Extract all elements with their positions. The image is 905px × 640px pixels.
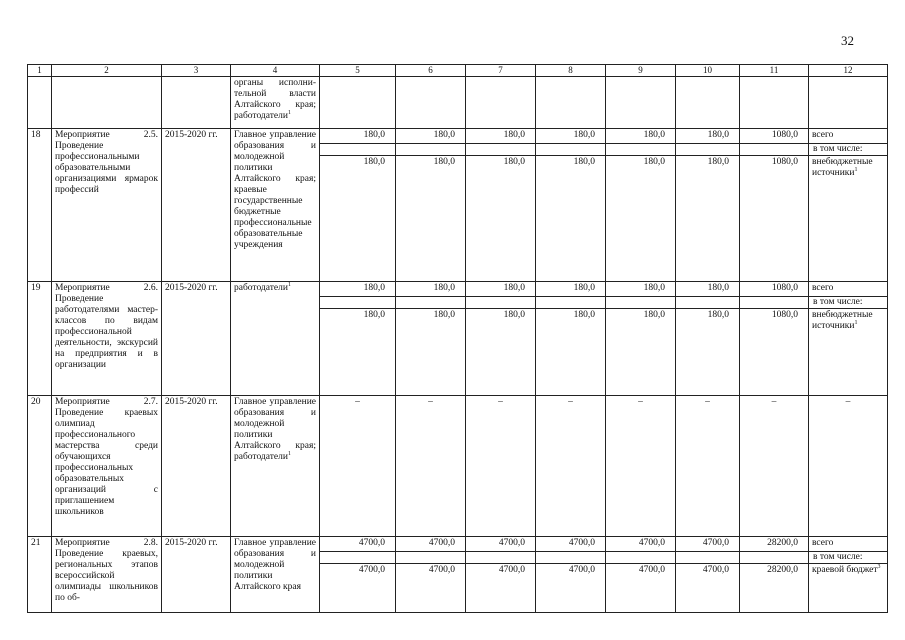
year-2015-cell: 180,0 180,0 [320, 129, 396, 282]
year-2016-cell: 180,0 180,0 [396, 282, 466, 396]
row-number: 20 [28, 396, 52, 537]
header-cell: 9 [606, 65, 676, 77]
year-2017-cell: – [466, 396, 536, 537]
year-2015-cell: 4700,0 4700,0 [320, 537, 396, 613]
event-cell: Мероприятие 2.6. Проведение работодателями мастер-классов по видам профессиональной деятельности, экскурсий на предприятия и в организации [52, 282, 162, 396]
year-2018-cell: 180,0 180,0 [536, 282, 606, 396]
row-number: 18 [28, 129, 52, 282]
year-2015-cell: – [320, 396, 396, 537]
total-cell: 28200,0 28200,0 [740, 537, 809, 613]
year-2020-cell: 4700,0 4700,0 [676, 537, 740, 613]
year-2018-cell: – [536, 396, 606, 537]
funding-source-cell: всего в том числе: краевой бюджет$^3$ [809, 537, 888, 613]
executor-cell: органы исполни-тельной власти Алтайского края; работодатели$^1$ [231, 77, 320, 129]
year-2016-cell: 180,0 180,0 [396, 129, 466, 282]
header-cell: 2 [52, 65, 162, 77]
header-cell: 12 [809, 65, 888, 77]
header-cell: 10 [676, 65, 740, 77]
table-row [28, 282, 888, 396]
table-row [28, 537, 888, 613]
event-cell: Мероприятие 2.7. Проведение краевых олимпиад профессионального мастерства среди обучающихся профессиональных образовательных организаций с приглашением школьников [52, 396, 162, 537]
period-cell: 2015-2020 гг. [162, 129, 231, 282]
table-row [28, 129, 888, 282]
year-2019-cell: – [606, 396, 676, 537]
period-cell: 2015-2020 гг. [162, 396, 231, 537]
event-cell: Мероприятие 2.5. Проведение профессиональными образовательными организациями ярмарок профессий [52, 129, 162, 282]
year-2015-cell: 180,0 180,0 [320, 282, 396, 396]
total-cell: – [740, 396, 809, 537]
column-number-header [28, 65, 888, 77]
header-cell: 3 [162, 65, 231, 77]
year-2019-cell: 4700,0 4700,0 [606, 537, 676, 613]
header-cell: 4 [231, 65, 320, 77]
row-number: 19 [28, 282, 52, 396]
header-cell: 8 [536, 65, 606, 77]
header-cell: 11 [740, 65, 809, 77]
year-2018-cell: 4700,0 4700,0 [536, 537, 606, 613]
table-row-continuation [28, 77, 888, 129]
header-cell: 7 [466, 65, 536, 77]
year-2017-cell: 180,0 180,0 [466, 129, 536, 282]
year-2017-cell: 180,0 180,0 [466, 282, 536, 396]
header-cell: 6 [396, 65, 466, 77]
table-row [28, 396, 888, 537]
period-cell: 2015-2020 гг. [162, 537, 231, 613]
year-2020-cell: – [676, 396, 740, 537]
period-cell: 2015-2020 гг. [162, 282, 231, 396]
funding-source-cell: всего в том числе: внебюджетные источники$^1$ [809, 129, 888, 282]
year-2019-cell: 180,0 180,0 [606, 282, 676, 396]
year-2017-cell: 4700,0 4700,0 [466, 537, 536, 613]
header-cell: 1 [28, 65, 52, 77]
executor-cell: Главное управление образования и молодежной политики Алтайского края [231, 537, 320, 613]
executor-cell: Главное управление образования и молодежной политики Алтайского края; работодатели$^1$ [231, 396, 320, 537]
page-number: 32 [841, 33, 854, 48]
year-2020-cell: 180,0 180,0 [676, 129, 740, 282]
funding-source-cell: – [809, 396, 888, 537]
event-cell: Мероприятие 2.8. Проведение краевых, региональных этапов всероссийской олимпиады школьников по об- [52, 537, 162, 613]
total-cell: 1080,0 1080,0 [740, 282, 809, 396]
year-2020-cell: 180,0 180,0 [676, 282, 740, 396]
year-2016-cell: – [396, 396, 466, 537]
funding-source-cell: всего в том числе: внебюджетные источники$^1$ [809, 282, 888, 396]
total-cell: 1080,0 1080,0 [740, 129, 809, 282]
year-2019-cell: 180,0 180,0 [606, 129, 676, 282]
row-number: 21 [28, 537, 52, 613]
year-2016-cell: 4700,0 4700,0 [396, 537, 466, 613]
header-cell: 5 [320, 65, 396, 77]
executor-cell: работодатели$^1$ [231, 282, 320, 396]
executor-cell: Главное управление образования и молодежной политики Алтайского края; краевые государственные бюджетные профессиональные образовательные учреждения [231, 129, 320, 282]
program-activities-table [27, 64, 888, 613]
year-2018-cell: 180,0 180,0 [536, 129, 606, 282]
